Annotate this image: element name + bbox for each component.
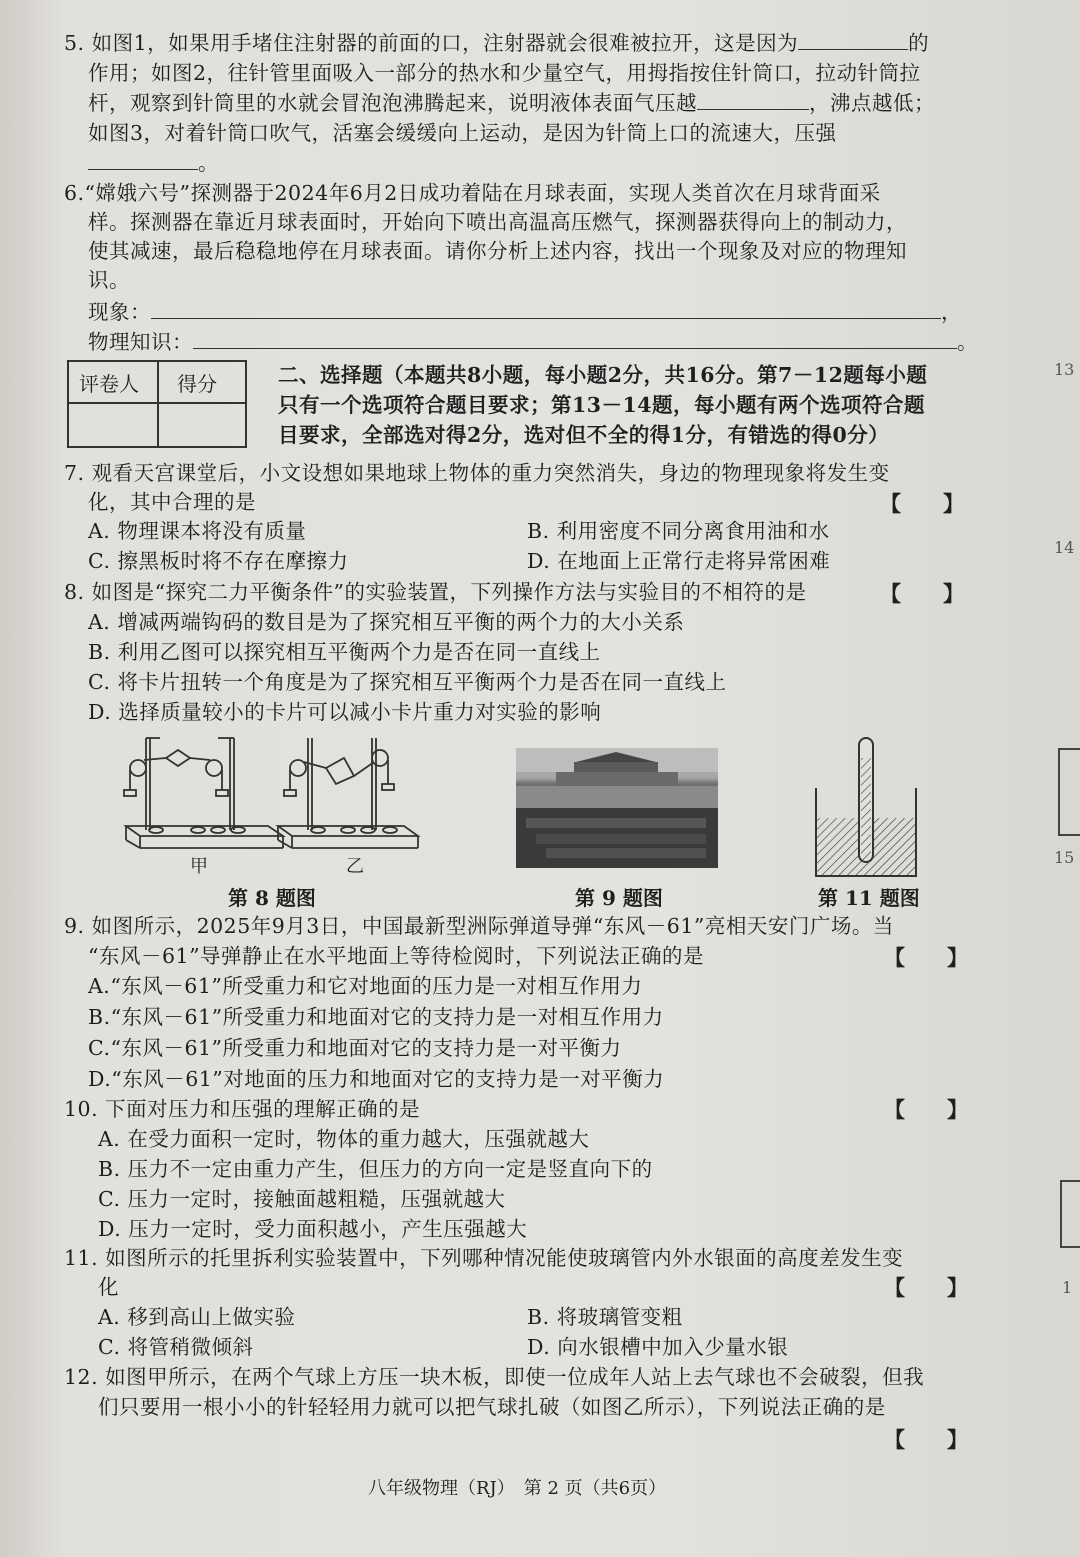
q7-option-c: C. 擦黑板时将不存在摩擦力 <box>88 549 349 573</box>
figure-11-caption: 第 11 题图 <box>818 886 920 910</box>
q8-option-b: B. 利用乙图可以探究相互平衡两个力是否在同一直线上 <box>88 640 601 664</box>
q9-line1: 9. 如图所示，2025年9月3日，中国最新型洲际弹道导弹“东风－61”亮相天安门广场。当 <box>64 914 894 938</box>
margin-number-14: 14 <box>1054 538 1075 557</box>
q5-blank-1[interactable] <box>798 29 908 50</box>
q5-text-3a: 杆，观察到针筒里的水就会冒泡泡沸腾起来，说明液体表面气压越 <box>88 91 697 115</box>
mercury-column <box>861 758 871 860</box>
figure-9-caption: 第 9 题图 <box>575 886 663 910</box>
q5-text-5: 。 <box>198 151 219 175</box>
score-box <box>67 360 247 448</box>
q5-text-1b: 的 <box>908 31 930 55</box>
margin-number-1: 1 <box>1062 1278 1073 1297</box>
q10-line1: 10. 下面对压力和压强的理解正确的是 <box>64 1097 421 1121</box>
score-label: 得分 <box>177 372 217 396</box>
q8-answer-bracket[interactable]: 【 】 <box>880 581 964 606</box>
score-box-rule <box>69 402 245 404</box>
q12-line1: 12. 如图甲所示，在两个气球上方压一块木板，即使一位成年人站上去气球也不会破裂，但我 <box>64 1365 925 1389</box>
q5-blank-2[interactable] <box>697 89 809 110</box>
q6-line1: 6.“嫦娥六号”探测器于2024年6月2日成功着陆在月球表面，实现人类首次在月球背面采 <box>64 181 881 205</box>
q12-answer-bracket[interactable]: 【 】 <box>884 1427 968 1452</box>
q11-option-b: B. 将玻璃管变粗 <box>527 1305 683 1329</box>
q5-line1 <box>64 28 929 58</box>
q7-answer-bracket[interactable]: 【 】 <box>880 491 964 516</box>
q9-option-b: B.“东风－61”所受重力和地面对它的支持力是一对相互作用力 <box>88 1005 664 1029</box>
q10-answer-bracket[interactable]: 【 】 <box>884 1097 968 1122</box>
q11-option-d: D. 向水银槽中加入少量水银 <box>527 1335 789 1359</box>
q6-phenomenon-row <box>88 297 962 327</box>
q10-option-c: C. 压力一定时，接触面越粗糙，压强就越大 <box>98 1187 506 1211</box>
page-footer: 八年级物理（RJ） 第 2 页（共6页） <box>368 1478 667 1499</box>
margin-box-fragment <box>1058 748 1080 836</box>
figure-8-label-jia: 甲 <box>190 856 208 877</box>
q8-option-d: D. 选择质量较小的卡片可以减小卡片重力对实验的影响 <box>88 700 602 724</box>
q5-line2: 作用；如图2，往针管里面吸入一部分的热水和少量空气，用拇指按住针筒口，拉动针筒拉 <box>88 61 921 85</box>
q11-line1: 11. 如图所示的托里拆利实验装置中，下列哪种情况能使玻璃管内外水银面的高度差发生变 <box>64 1246 904 1270</box>
figure-9-photo <box>516 748 718 868</box>
q6-end1: ， <box>941 300 962 324</box>
q8-option-a: A. 增减两端钩码的数目是为了探究相互平衡的两个力的大小关系 <box>88 610 685 634</box>
tiananmen-missile-image <box>516 748 718 868</box>
q10-option-d: D. 压力一定时，受力面积越小，产生压强越大 <box>98 1217 528 1241</box>
q6-phenomenon-label: 现象： <box>88 300 151 324</box>
q7-line2: 化，其中合理的是 <box>88 490 256 514</box>
q8-option-c: C. 将卡片扭转一个角度是为了探究相互平衡两个力是否在同一直线上 <box>88 670 727 694</box>
q10-option-a: A. 在受力面积一定时，物体的重力越大，压强就越大 <box>98 1127 590 1151</box>
section2-line3: 目要求，全部选对得2分，选对但不全的得1分，有错选的得0分） <box>278 423 890 447</box>
q6-line3: 使其减速，最后稳稳地停在月球表面。请你分析上述内容，找出一个现象及对应的物理知 <box>88 239 907 263</box>
q11-option-c: C. 将管稍微倾斜 <box>98 1335 254 1359</box>
margin-box-fragment-2 <box>1060 1180 1080 1248</box>
q9-option-a: A.“东风－61”所受重力和它对地面的压力是一对相互作用力 <box>88 974 643 998</box>
section2-line1: 二、选择题（本题共8小题，每小题2分，共16分。第7－12题每小题 <box>278 363 928 387</box>
q5-line3 <box>88 88 935 118</box>
q6-end2: 。 <box>957 330 978 354</box>
q6-line2: 样。探测器在靠近月球表面时，开始向下喷出高温高压燃气，探测器获得向上的制动力， <box>88 210 907 234</box>
q7-option-a: A. 物理课本将没有质量 <box>88 519 307 543</box>
q9-answer-bracket[interactable]: 【 】 <box>884 945 968 970</box>
q6-knowledge-blank[interactable] <box>193 328 957 349</box>
q10-option-b: B. 压力不一定由重力产生，但压力的方向一定是竖直向下的 <box>98 1157 653 1181</box>
q6-phenomenon-blank[interactable] <box>151 298 941 319</box>
q7-option-b: B. 利用密度不同分离食用油和水 <box>527 519 830 543</box>
q11-answer-bracket[interactable]: 【 】 <box>884 1275 968 1300</box>
q6-knowledge-label: 物理知识： <box>88 330 193 354</box>
score-box-divider <box>157 362 159 446</box>
figure-8-caption: 第 8 题图 <box>228 886 316 910</box>
q11-option-a: A. 移到高山上做实验 <box>98 1305 296 1329</box>
section2-line2: 只有一个选项符合题目要求；第13－14题，每小题有两个选项符合题 <box>278 393 926 417</box>
q9-line2: “东风－61”导弹静止在水平地面上等待检阅时，下列说法正确的是 <box>88 944 705 968</box>
q5-blank-3[interactable] <box>88 149 198 170</box>
q6-line4: 识。 <box>88 268 130 292</box>
q11-line2: 化 <box>98 1275 119 1299</box>
margin-number-13: 13 <box>1054 360 1075 379</box>
figure-8-label-yi: 乙 <box>346 856 364 877</box>
q5-line4: 如图3，对着针筒口吹气，活塞会缓缓向上运动，是因为针筒上口的流速大，压强 <box>88 121 837 145</box>
q5-text-1a: 5. 如图1，如果用手堵住注射器的前面的口，注射器就会很难被拉开，这是因为 <box>64 31 799 55</box>
q12-line2: 们只要用一根小小的针轻轻用力就可以把气球扎破（如图乙所示），下列说法正确的是 <box>98 1395 886 1419</box>
q9-option-d: D.“东风－61”对地面的压力和地面对它的支持力是一对平衡力 <box>88 1067 665 1091</box>
q8-line1: 8. 如图是“探究二力平衡条件”的实验装置，下列操作方法与实验目的不相符的是 <box>64 580 807 604</box>
q7-line1: 7. 观看天宫课堂后，小文设想如果地球上物体的重力突然消失，身边的物理现象将发生变 <box>64 461 890 485</box>
grader-label: 评卷人 <box>79 372 139 396</box>
q9-option-c: C.“东风－61”所受重力和地面对它的支持力是一对平衡力 <box>88 1036 622 1060</box>
figure-11-torricelli <box>812 732 922 880</box>
q5-text-3b: ，沸点越低； <box>809 91 935 115</box>
margin-number-15: 15 <box>1054 848 1075 867</box>
q5-line5 <box>88 148 219 178</box>
q7-option-d: D. 在地面上正常行走将异常困难 <box>527 549 831 573</box>
q6-knowledge-row <box>88 327 978 357</box>
figure-8-apparatus <box>118 728 424 878</box>
